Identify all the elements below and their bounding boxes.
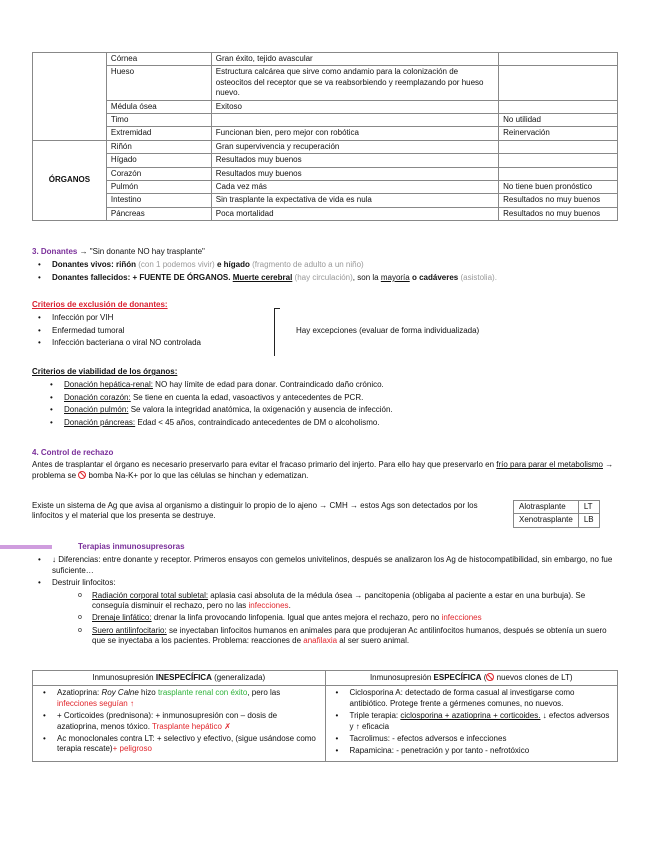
immuno-left-item [37,711,321,732]
terapias-heading: Terapias inmunosupresoras [78,542,185,551]
organ-desc [211,113,498,126]
rechazo-p2: Existe un sistema de Ag que avisa al organismo a distinguir lo propio de lo ajeno → CMH → estos Ags son detectados por los linfocitos y el material que los presenta se destruye. [32,501,478,521]
organ-row [33,53,618,66]
terapia-text: drenar la linfa provocando linfopenia. Igual que antes mejora el rechazo, pero no [151,613,442,623]
organ-note: No utilidad [499,113,618,126]
terapias-b1: • ↓ Diferencias: entre donante y receptor. Primeros ensayos con gemelos univitelinos, después se analizaron los Ag de histocompatibilidad, sin embargo, no fue suficiente… [32,555,622,576]
terapia-red: infecciones [248,600,289,610]
organ-note: Resultados no muy buenos [499,194,618,207]
exclusion-note: Hay excepciones (evaluar de forma individualizada) [296,326,480,335]
viabilidad-title: Criterios de viabilidad de los órganos: [32,367,178,376]
organ-name: Páncreas [106,207,211,220]
immuno-right-item [330,711,614,732]
viabilidad-label: Donación páncreas: [64,417,136,427]
terapias-section [32,542,622,649]
immuno-right-item [330,746,614,756]
terapia-subitem [72,591,622,612]
rechazo-section [32,448,622,481]
group-cell-organos: ÓRGANOS [33,140,107,220]
immuno-text: (sigue usándose como terapia rescate) [57,733,316,754]
donantes-fallecidos: • Donantes fallecidos: + FUENTE DE ÓRGANOS. Muerte cerebral (hay circulación), son la mayoría o cadáveres (asistolia). [32,273,632,283]
terapia-subitem [72,626,622,647]
organ-desc: Exitoso [211,100,498,113]
viabilidad-label: Donación hepática-renal: [64,380,153,390]
organ-name: Médula ósea [106,100,211,113]
immuno-text: Tacrolimus: - efectos adversos e infecciones [349,733,507,743]
organ-row [33,167,618,180]
organ-note [499,140,618,153]
immuno-text: Rapamicina: - penetración y por tanto - nefrotóxico [349,746,530,756]
exclusion-item: • Enfermedad tumoral [32,326,292,336]
prohibited-icon [78,471,86,479]
ag-row [514,501,600,514]
terapia-title: Suero antilinfocitario: [92,625,167,635]
terapia-text: se inyectaban linfocitos humanos en animales para que produjeran Ac antilinfocitos humanos, después se obtenía un suero que se inyectaba a los pacientes. Problema: reacciones de [92,625,607,646]
organ-name: Timo [106,113,211,126]
organ-desc: Gran supervivencia y recuperación [211,140,498,153]
viabilidad-text: Edad < 45 años, contraindicado antecedentes de DM o alcoholismo. [135,417,380,427]
immuno-text: trasplante renal con éxito [157,688,248,698]
organ-name: Hígado [106,154,211,167]
ag-label: Alotrasplante [514,501,579,514]
organ-name: Riñón [106,140,211,153]
terapia-title: Radiación corporal total subletal: [92,590,209,600]
organ-note [499,66,618,100]
viabilidad-text: NO hay límite de edad para donar. Contraindicado daño crónico. [152,380,384,390]
organ-desc: Estructura calcárea que sirve como andamio para la colonización de osteocitos del receptor que se va reabsorbiendo y reemplazando por hueso nuevo. [211,66,498,100]
organ-desc: Resultados muy buenos [211,154,498,167]
organ-desc: Gran éxito, tejido avascular [211,53,498,66]
ag-row [514,514,600,527]
immuno-text: hizo [138,688,158,698]
organ-desc: Resultados muy buenos [211,167,498,180]
organ-note [499,154,618,167]
terapia-text: aplasia casi absoluta de la médula ósea → pancitopenia (obligaba al paciente a estar en una burbuja). Se conseguía disminuir el rechazo, pero no las [92,590,586,610]
immuno-text: infecciones seguían ↑ [57,698,134,708]
organ-row [33,154,618,167]
organ-note: No tiene buen pronóstico [499,180,618,193]
organ-note: Reinervación [499,127,618,140]
rechazo-heading: 4. Control de rechazo [32,448,114,457]
exclusion-section [32,300,292,351]
donantes-heading: 3. Donantes → "Sin donante NO hay trasplante" [32,247,205,256]
organ-desc: Cada vez más [211,180,498,193]
viabilidad-text: Se valora la integridad anatómica, la oxigenación y ausencia de infección. [128,405,393,415]
group-cell-tejidos [33,53,107,141]
immuno-text: ↓ efectos adversos y ↑ eficacia [349,711,610,731]
immuno-right-item [330,688,614,709]
prohibited-icon [486,673,494,681]
immuno-text: ciclosporina + azatioprina + corticoides. [400,711,541,721]
viabilidad-text: Se tiene en cuenta la edad, vasoactivos y antecedentes de PCR. [130,392,364,402]
immunosuppression-table [32,670,618,762]
immuno-text: Ciclosporina A: detectado de forma casual al investigarse como antibiótico. Protege frente a gérmenes comunes, no nuevos. [349,688,575,708]
organ-name: Pulmón [106,180,211,193]
immuno-text: Triple terapia: [349,711,401,721]
rechazo-p1: Antes de trasplantar el órgano es necesario preservarlo para evitar el fracaso primario del injerto. Para ello hay que preservarlo en frío para parar el metabolismo → problema se bomba Na-K+ por lo que las células se hinchan y edematizan. [32,460,614,480]
viabilidad-section [32,367,632,430]
organ-row [33,127,618,140]
immuno-text: + Corticoides (prednisona): + inmunosupresión con – dosis de azatioprina, menos tóxico. [57,711,278,731]
viabilidad-item [44,418,632,428]
organ-note: Resultados no muy buenos [499,207,618,220]
organ-name: Extremidad [106,127,211,140]
terapias-b2: • Destruir linfocitos: [32,578,622,588]
immuno-text: , pero las [247,688,281,698]
immuno-right-cell [325,686,618,761]
organ-row [33,66,618,100]
brace [274,308,282,356]
organ-note [499,167,618,180]
terapia-tail: al ser suero animal. [337,636,410,646]
organ-desc: Sin trasplante la expectativa de vida es nula [211,194,498,207]
immuno-text: Trasplante hepático ✗ [152,721,231,731]
organ-name: Hueso [106,66,211,100]
organ-note [499,53,618,66]
exclusion-item: • Infección por VIH [32,313,292,323]
donantes-vivos: • Donantes vivos: riñón (con 1 podemos vivir) e hígado (fragmento de adulto a un niño) [32,260,632,270]
viabilidad-label: Donación corazón: [64,392,131,402]
immuno-text: Roy Calne [101,688,139,698]
exclusion-title: Criterios de exclusión de donantes: [32,300,168,309]
terapia-subitem [72,613,622,623]
immuno-right-item [330,734,614,744]
organ-name: Córnea [106,53,211,66]
donantes-section [32,247,632,285]
organ-row [33,100,618,113]
viabilidad-item [44,380,632,390]
immuno-left-item [37,688,321,709]
organ-row [33,113,618,126]
organ-table [32,52,618,221]
organ-row [33,207,618,220]
viabilidad-label: Donación pulmón: [64,405,129,415]
organ-name: Corazón [106,167,211,180]
immuno-left-header: Inmunosupresión INESPECÍFICA (generalizada) [33,671,326,686]
ag-value: LT [578,501,599,514]
immuno-left-item [37,734,321,755]
organ-row [33,140,618,153]
organ-row [33,180,618,193]
immuno-right-header: Inmunosupresión ESPECÍFICA ( nuevos clones de LT) [325,671,618,686]
immuno-left-cell [33,686,326,761]
terapia-red: anafilaxia [303,636,338,646]
ag-value: LB [578,514,599,527]
terapia-title: Drenaje linfático: [92,613,152,623]
ag-table [513,500,600,528]
exclusion-item: • Infección bacteriana o viral NO controlada [32,338,292,348]
immuno-text: Ac monoclonales contra LT: + selectivo y efectivo, [57,733,236,743]
viabilidad-item [44,405,632,415]
immuno-text: Azatioprina: [57,688,102,698]
terapia-tail: . [288,600,291,610]
organ-desc: Funcionan bien, pero mejor con robótica [211,127,498,140]
terapia-red: infecciones [441,613,482,623]
organ-desc: Poca mortalidad [211,207,498,220]
organ-note [499,100,618,113]
organ-row [33,194,618,207]
viabilidad-item [44,393,632,403]
organ-name: Intestino [106,194,211,207]
ag-label: Xenotrasplante [514,514,579,527]
immuno-text: + peligroso [112,744,152,754]
